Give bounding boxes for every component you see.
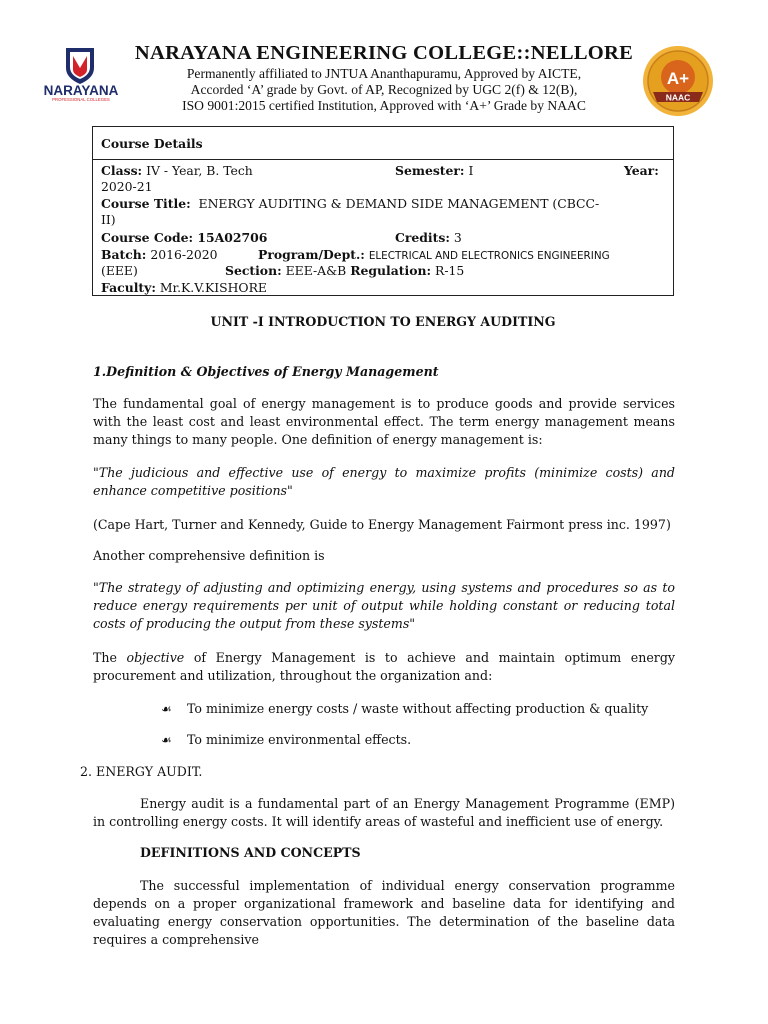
year-label: Year: — [624, 163, 659, 178]
bullet-item: ☙ To minimize energy costs / waste without affecting production & quality — [161, 701, 649, 716]
badge-grade: A+ — [666, 69, 690, 88]
bullet-item: ☙ To minimize environmental effects. — [161, 732, 412, 747]
conservation-paragraph: The successful implementation of individual energy conservation programme depends on a proper organizational framework and baseline data for identifying and evaluating energy conservation opportunities. The determination of the baseline data requires a comprehensive — [93, 878, 675, 947]
quote-definition-1: "The judicious and effective use of energy to maximize profits (minimize costs) and enhance competitive positions" — [93, 465, 675, 498]
quote-definition-2: "The strategy of adjusting and optimizing energy, using systems and procedures so as to reduce energy requirements per unit of output while holding constant or reducing total costs of producing the output from these systems" — [93, 580, 675, 631]
course-title-cont: II) — [101, 212, 116, 227]
course-code-field: Course Code: 15A02706 — [101, 230, 268, 245]
another-definition-intro: Another comprehensive definition is — [93, 548, 325, 563]
unit-heading: UNIT -I INTRODUCTION TO ENERGY AUDITING — [210, 314, 556, 329]
paragraph-definition: The fundamental goal of energy management is to produce goods and provide services with the least cost and least environmental effect. The term energy management means many things to many people. One definition of energy management is: — [93, 396, 675, 447]
naac-badge — [641, 44, 715, 118]
course-details-heading: Course Details — [101, 136, 203, 151]
credits-field: Credits: 3 — [395, 230, 462, 245]
program-field: Program/Dept.: ELECTRICAL AND ELECTRONICS ENGINEERING — [258, 247, 610, 262]
bullet-icon: ☙ — [161, 733, 172, 747]
energy-audit-paragraph: Energy audit is a fundamental part of an Energy Management Programme (EMP) in controlling energy costs. It will identify areas of wasteful and inefficient use of energy. — [93, 796, 675, 829]
logo-left-text: NARAYANA — [43, 83, 119, 98]
definitions-heading: DEFINITIONS AND CONCEPTS — [140, 845, 361, 860]
college-title: NARAYANA ENGINEERING COLLEGE::NELLORE — [134, 42, 634, 64]
year-value: 2020-21 — [101, 179, 153, 194]
affiliation-line-2: Accorded ‘A’ grade by Govt. of AP, Recognized by UGC 2(f) & 12(B), — [190, 82, 578, 97]
course-details-divider — [92, 159, 674, 160]
class-field: Class: IV - Year, B. Tech — [101, 163, 253, 178]
affiliation-line-1: Permanently affiliated to JNTUA Ananthapuramu, Approved by AICTE, — [186, 66, 582, 81]
logo-left-subtext: PROFESSIONAL COLLEGES — [52, 97, 110, 102]
program-field-cont: (EEE) — [101, 263, 138, 278]
section-2-heading: 2. ENERGY AUDIT. — [80, 764, 203, 779]
section-1-heading: 1.Definition & Objectives of Energy Management — [93, 364, 439, 379]
bullet-icon: ☙ — [161, 702, 172, 716]
batch-field: Batch: 2016-2020 — [101, 247, 218, 262]
affiliation-line-3: ISO 9001:2015 certified Institution, Approved with ‘A+’ Grade by NAAC — [182, 98, 586, 113]
citation: (Cape Hart, Turner and Kennedy, Guide to Energy Management Fairmont press inc. 1997) — [93, 517, 671, 532]
faculty-field: Faculty: Mr.K.V.KISHORE — [101, 280, 267, 295]
semester-field: Semester: I — [395, 163, 474, 178]
badge-label: NAAC — [665, 92, 691, 103]
objective-paragraph: The objective of Energy Management is to achieve and maintain optimum energy procurement and utilization, throughout the organization and: — [93, 650, 675, 683]
course-title-field: Course Title: ENERGY AUDITING & DEMAND SIDE MANAGEMENT (CBCC- — [101, 196, 600, 211]
section-regulation-field: Section: EEE-A&B Regulation: R-15 — [225, 263, 465, 278]
